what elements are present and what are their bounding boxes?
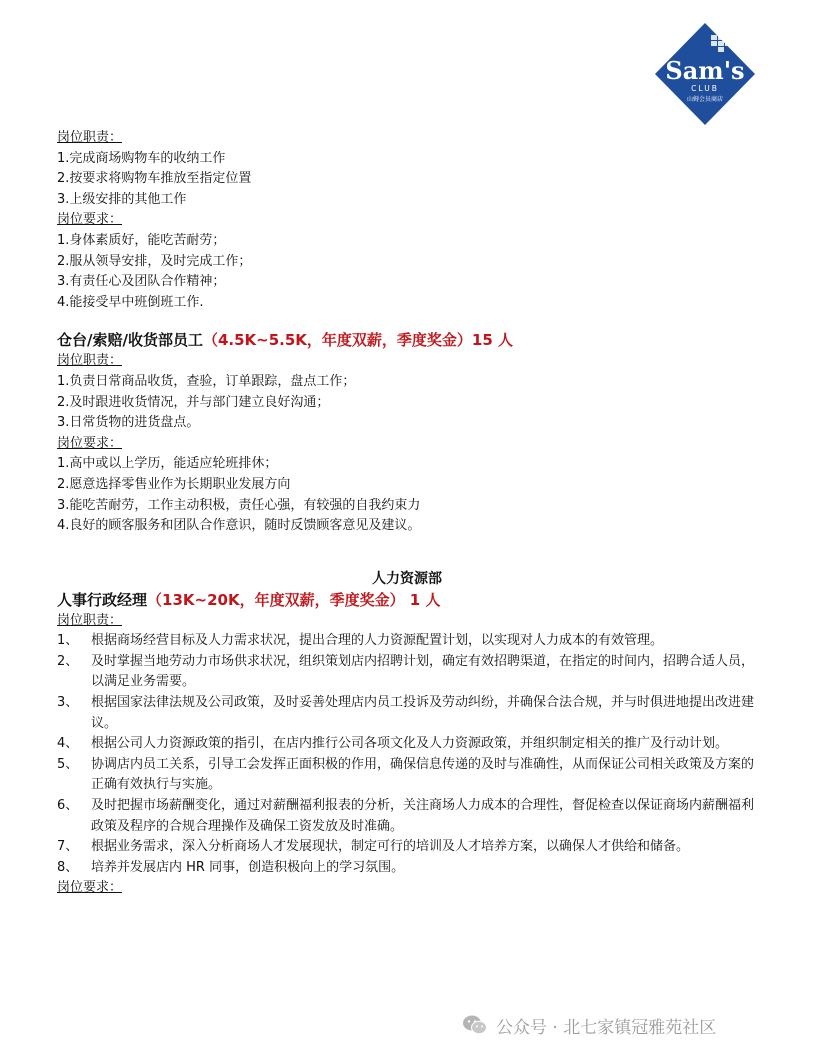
job-title bbox=[57, 329, 757, 351]
item-text: 根据业务需求，深入分析商场人才发展现状，制定可行的培训及人才培养方案，以确保人才供给和储备。 bbox=[91, 839, 690, 855]
duty-item: 2.及时跟进收货情况，并与部门建立良好沟通； bbox=[57, 394, 330, 410]
item-number: 7、 bbox=[57, 839, 79, 855]
duty-item: 3.上级安排的其他工作 bbox=[57, 191, 187, 207]
wechat-watermark bbox=[462, 1011, 716, 1039]
duty-item bbox=[57, 734, 757, 755]
job-name: 仓台/索赔/收货部员工 bbox=[57, 331, 203, 350]
duty-item: 1.负责日常商品收货，查验，订单跟踪，盘点工作； bbox=[57, 373, 356, 389]
department-heading: 人力资源部 bbox=[372, 570, 442, 587]
duty-header: 岗位职责： bbox=[57, 612, 123, 628]
duty-item: 2.按要求将购物车推放至指定位置 bbox=[57, 171, 252, 187]
item-number: 1、 bbox=[57, 633, 79, 649]
item-text: 根据公司人力资源政策的指引，在店内推行公司各项文化及人力资源政策，并组织制定相关的推广及行动计划。 bbox=[91, 736, 729, 752]
logo-club: CLUB bbox=[691, 84, 719, 93]
section-cart bbox=[57, 128, 757, 313]
logo-brand: Sam's bbox=[665, 56, 745, 85]
item-number: 4、 bbox=[57, 736, 79, 752]
item-number: 2、 bbox=[57, 653, 79, 669]
logo-chinese: 山姆会员商店 bbox=[686, 96, 724, 103]
req-item: 1.高中或以上学历，能适应轮班排休； bbox=[57, 456, 278, 472]
item-number: 5、 bbox=[57, 756, 79, 772]
wechat-icon bbox=[462, 1014, 488, 1036]
job-salary: （13K~20K，年度双薪，季度奖金） 1 人 bbox=[147, 590, 441, 609]
duty-item bbox=[57, 837, 757, 858]
section-hr bbox=[57, 569, 757, 899]
req-item: 2.服从领导安排，及时完成工作； bbox=[57, 253, 252, 269]
req-item: 4.能接受早中班倒班工作. bbox=[57, 294, 204, 310]
req-item: 2.愿意选择零售业作为长期职业发展方向 bbox=[57, 476, 291, 492]
item-number: 6、 bbox=[57, 798, 79, 814]
sams-club-logo bbox=[653, 21, 757, 127]
item-text: 协调店内员工关系，引导工会发挥正面积极的作用，确保信息传递的及时与准确性，从而保证公司相关政策及方案的正确有效执行与实施。 bbox=[91, 756, 755, 793]
duty-item bbox=[57, 796, 757, 837]
req-item: 3.能吃苦耐劳，工作主动积极，责任心强，有较强的自我约束力 bbox=[57, 497, 421, 513]
item-text: 及时掌握当地劳动力市场供求状况，组织策划店内招聘计划，确定有效招聘渠道，在指定的时间内，招聘合适人员，以满足业务需要。 bbox=[91, 653, 755, 690]
duty-header: 岗位职责： bbox=[57, 130, 123, 145]
req-item: 4.良好的顾客服务和团队合作意识，随时反馈顾客意见及建议。 bbox=[57, 518, 421, 534]
req-item: 3.有责任心及团队合作精神； bbox=[57, 274, 226, 290]
duty-item bbox=[57, 858, 757, 879]
item-text: 培养并发展店内 HR 同事，创造积极向上的学习氛围。 bbox=[91, 859, 405, 875]
section-warehouse bbox=[57, 329, 757, 536]
item-text: 根据商场经营目标及人力需求状况，提出合理的人力资源配置计划，以实现对人力成本的有效管理。 bbox=[91, 633, 664, 649]
duty-header: 岗位职责： bbox=[57, 353, 123, 369]
duty-item bbox=[57, 755, 757, 796]
duty-item: 3.日常货物的进货盘点。 bbox=[57, 415, 200, 431]
duty-item bbox=[57, 631, 757, 652]
duty-item bbox=[57, 693, 757, 734]
req-header: 岗位要求： bbox=[57, 435, 123, 451]
document-body bbox=[57, 128, 757, 899]
watermark-text: 公众号 · 北七家镇冠雅苑社区 bbox=[496, 1017, 717, 1038]
job-name: 人事行政经理 bbox=[57, 590, 148, 609]
req-header: 岗位要求： bbox=[57, 212, 123, 228]
item-text: 及时把握市场薪酬变化，通过对薪酬福利报表的分析，关注商场人力成本的合理性，督促检查以保证商场内薪酬福利政策及程序的合规合理操作及确保工资发放及时准确。 bbox=[91, 798, 755, 834]
duty-item: 1.完成商场购物车的收纳工作 bbox=[57, 150, 226, 166]
req-header: 岗位要求： bbox=[57, 880, 123, 896]
duty-item bbox=[57, 652, 757, 693]
job-salary: （4.5K~5.5K，年度双薪，季度奖金）15 人 bbox=[202, 331, 514, 350]
req-item: 1.身体素质好，能吃苦耐劳； bbox=[57, 232, 226, 248]
item-number: 8、 bbox=[57, 859, 79, 875]
item-text: 根据国家法律法规及公司政策，及时妥善处理店内员工投诉及劳动纠纷，并确保合法合规，并与时俱进地提出改进建议。 bbox=[91, 695, 755, 731]
item-number: 3、 bbox=[57, 695, 79, 711]
job-title bbox=[57, 589, 757, 611]
